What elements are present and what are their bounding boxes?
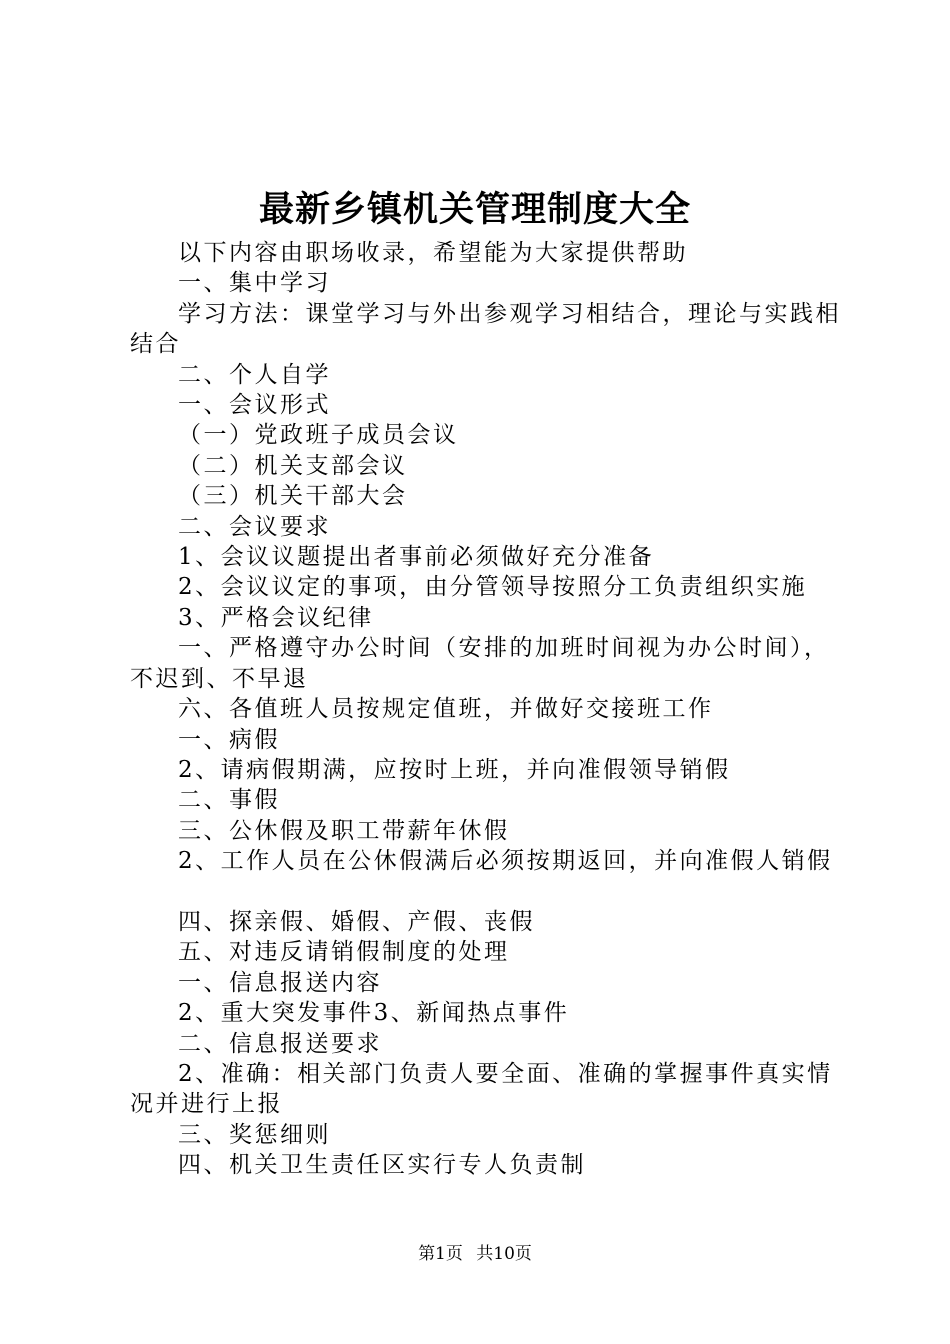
paragraph: 二、事假 [178, 787, 280, 814]
paragraph: 一、会议形式 [178, 392, 331, 419]
paragraph: 一、病假 [178, 726, 280, 753]
paragraph: 一、严格遵守办公时间（安排的加班时间视为办公时间），不迟到、不早退 [130, 635, 830, 692]
paragraph: 四、探亲假、婚假、产假、丧假 [178, 908, 535, 935]
paragraph: 三、公休假及职工带薪年休假 [178, 817, 510, 844]
page-number: 第1页 [418, 1244, 463, 1264]
paragraph: 2、请病假期满，应按时上班，并向准假领导销假 [178, 756, 731, 783]
paragraph: 2、工作人员在公休假满后必须按期返回，并向准假人销假 [178, 848, 833, 875]
paragraph: 二、信息报送要求 [178, 1030, 382, 1057]
document-title: 最新乡镇机关管理制度大全 [258, 189, 691, 230]
paragraph: 二、个人自学 [178, 361, 331, 388]
paragraph: 1、会议议题提出者事前必须做好充分准备 [178, 544, 655, 571]
paragraph: 一、信息报送内容 [178, 969, 382, 996]
paragraph: 四、机关卫生责任区实行专人负责制 [178, 1152, 586, 1179]
paragraph: 2、重大突发事件3、新闻热点事件 [178, 1000, 570, 1027]
paragraph: （三）机关干部大会 [178, 483, 408, 510]
page-footer [0, 1242, 950, 1266]
paragraph: 六、各值班人员按规定值班，并做好交接班工作 [178, 696, 714, 723]
paragraph: 2、会议议定的事项，由分管领导按照分工负责组织实施 [178, 574, 808, 601]
document-body [130, 238, 842, 1181]
paragraph: 2、准确：相关部门负责人要全面、准确的掌握事件真实情况并进行上报 [130, 1060, 833, 1118]
paragraph [130, 877, 842, 907]
paragraph: 二、会议要求 [178, 513, 331, 540]
paragraph: 学习方法：课堂学习与外出参观学习相结合，理论与实践相结合 [130, 300, 841, 358]
paragraph: 3、严格会议纪律 [178, 604, 374, 631]
paragraph: （二）机关支部会议 [178, 452, 408, 479]
page-total: 共10页 [476, 1244, 532, 1264]
paragraph: （一）党政班子成员会议 [178, 422, 459, 449]
paragraph: 三、奖惩细则 [178, 1121, 331, 1148]
paragraph: 五、对违反请销假制度的处理 [178, 939, 510, 966]
paragraph: 一、集中学习 [178, 270, 331, 297]
paragraph: 以下内容由职场收录，希望能为大家提供帮助 [178, 240, 688, 266]
